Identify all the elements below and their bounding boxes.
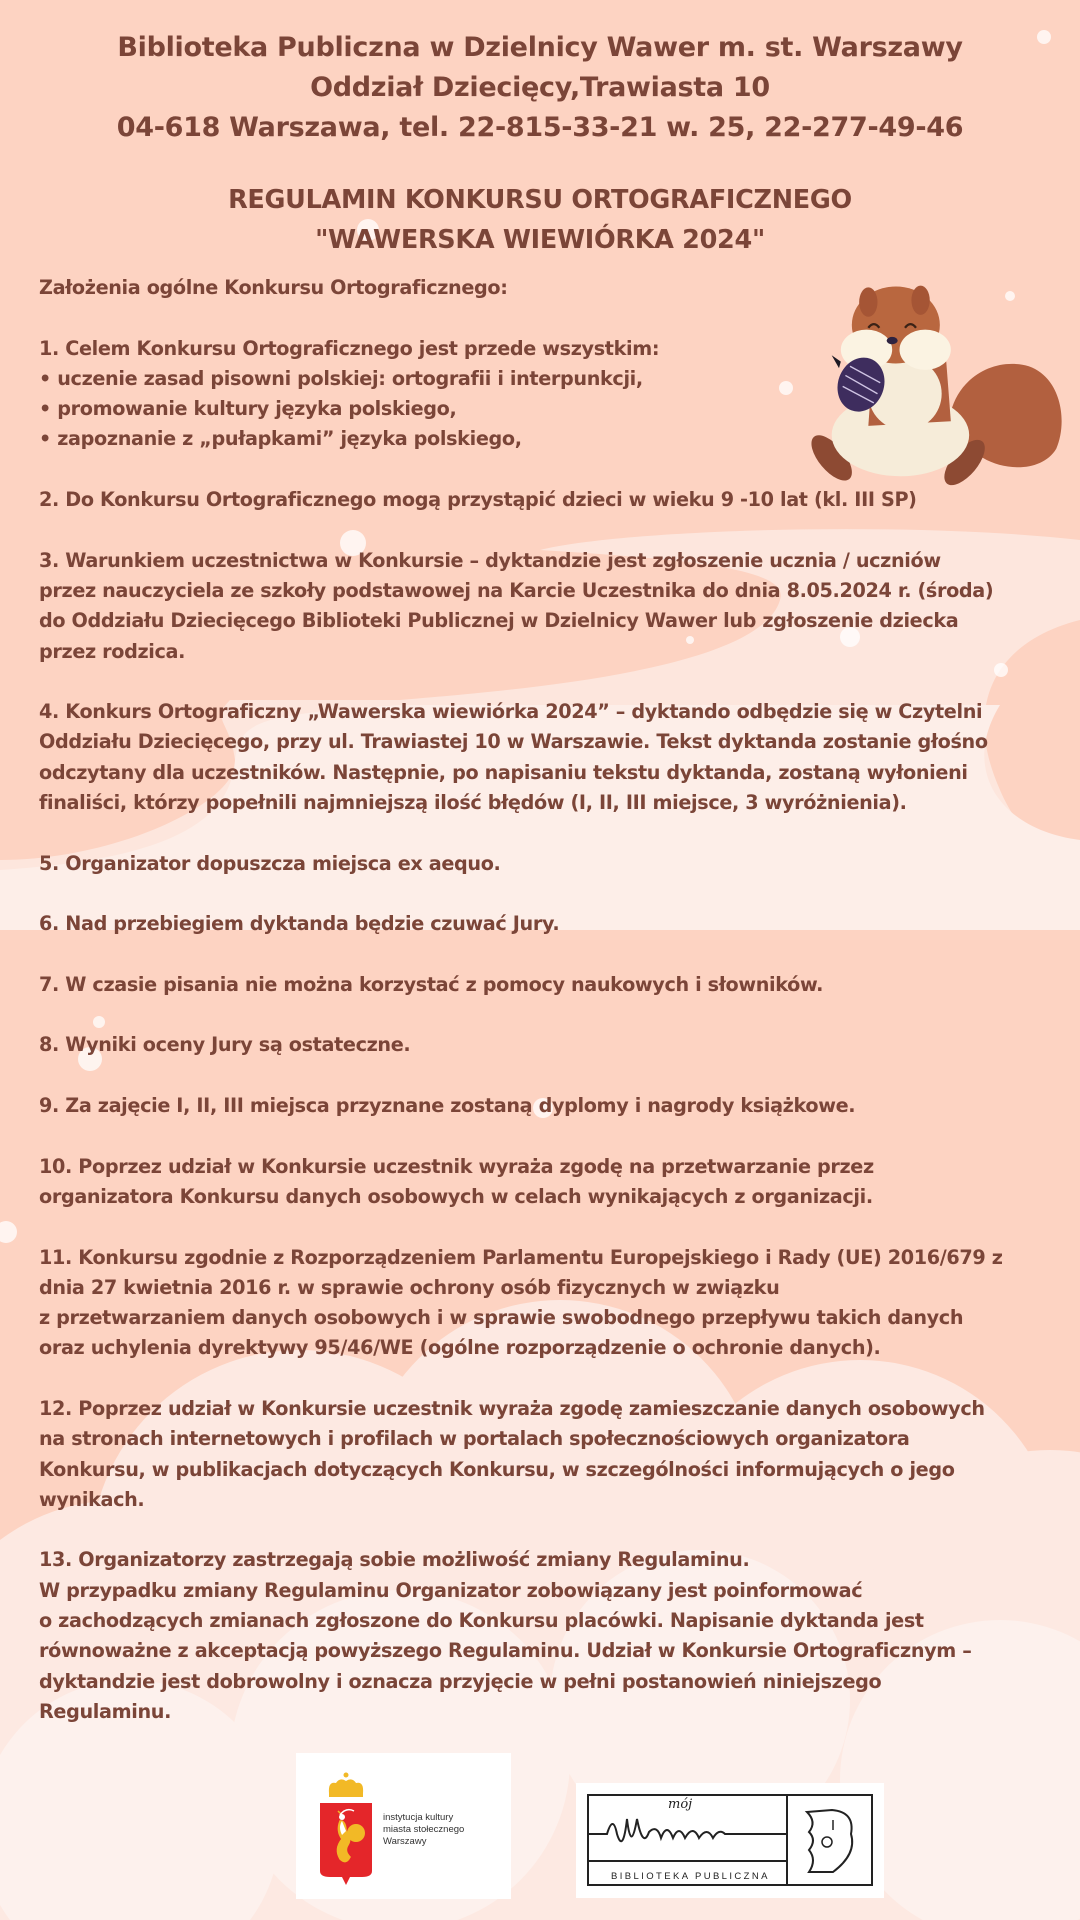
rule-item: 3. Warunkiem uczestnictwa w Konkursie – dyktandzie jest zgłoszenie ucznia / uczniów przez nauczyciela ze szkoły podstawowej na Karcie Uczestnika do dnia 8.05.2024 r. (środa) do Oddziału Dziecięcego Biblioteki Publicznej w Dzielnicy Wawer lub zgłoszenie dziecka przez rodzica. [39, 548, 994, 663]
rule-item: 11. Konkursu zgodnie z Rozporządzeniem Parlamentu Europejskiego i Rady (UE) 2016/679 z dnia 27 kwietnia 2016 r. w sprawie ochrony osób fizycznych w związku z przetwarzaniem danych osobowych i w sprawie swobodnego przepływu takich danych oraz uchylenia dyrektywy 95/46/WE (ogólne rozporządzenie o ochronie danych). [39, 1245, 1003, 1360]
moj-wawer-script-small: mój [668, 1797, 693, 1812]
moj-wawer-subtitle: BIBLIOTEKA PUBLICZNA [611, 1871, 770, 1882]
warsaw-logo-text [383, 1812, 464, 1848]
rule-item: 13. Organizatorzy zastrzegają sobie możliwość zmiany Regulaminu. W przypadku zmiany Regulaminu Organizator zobowiązany jest poinformować o zachodzących zmianach zgłoszone do Konkursu placówki. Napisanie dyktanda jest równoważne z akceptacją powyższego Regulaminu. Udział w Konkursie Ortograficznym – dyktandzie jest dobrowolny i oznacza przyjęcie w pełni postanowień niniejszego Regulaminu. [39, 1548, 972, 1723]
warsaw-logo-line: instytucja kultury [383, 1812, 454, 1823]
rules-body [39, 273, 1049, 1758]
rule-item: 2. Do Konkursu Ortograficznego mogą przystąpić dzieci w wieku 9 -10 lat (kl. III SP) [39, 488, 917, 512]
rule-item: 4. Konkurs Ortograficzny „Wawerska wiewiórka 2024” – dyktando odbędzie się w Czytelni Oddziału Dziecięcego, przy ul. Trawiastej 10 w Warszawie. Tekst dyktanda zostanie głośno odczytany dla uczestników. Następnie, po napisaniu tekstu dyktanda, zostaną wyłonieni finaliści, którzy popełnili najmniejszą ilość błędów (I, II, III miejsce, 3 wyróżnienia). [39, 700, 988, 815]
moj-wawer-library-logo [576, 1783, 884, 1898]
rule-item: 12. Poprzez udział w Konkursie uczestnik wyraża zgodę zamieszczanie danych osobowych na stronach internetowych i profilach w portalach społecznościowych organizatora Konkursu, w publikacjach dotyczących Konkursu, w szczególności informujących o jego wynikach. [39, 1396, 985, 1511]
rules-intro: Założenia ogólne Konkursu Ortograficznego: [39, 276, 508, 299]
warsaw-logo-line: Warszawy [383, 1836, 427, 1847]
document-title [0, 180, 1080, 260]
rule-item: 5. Organizator dopuszcza miejsca ex aequo. [39, 851, 501, 875]
rule-item: 6. Nad przebiegiem dyktanda będzie czuwać Jury. [39, 912, 560, 936]
rule-item: 7. W czasie pisania nie można korzystać z pomocy naukowych i słowników. [39, 972, 824, 996]
header-line-library-name: Biblioteka Publiczna w Dzielnicy Wawer m. st. Warszawy [117, 32, 963, 63]
title-line-2: "WAWERSKA WIEWIÓRKA 2024" [315, 225, 765, 255]
warsaw-coat-of-arms-icon [316, 1771, 376, 1891]
rule-item: 9. Za zajęcie I, II, III miejsca przyznane zostaną dyplomy i nagrody książkowe. [39, 1094, 856, 1118]
title-line-1: REGULAMIN KONKURSU ORTOGRAFICZNEGO [228, 185, 852, 215]
rule-item: 1. Celem Konkursu Ortograficznego jest przede wszystkim: • uczenie zasad pisowni polskiej: ortografii i interpunkcji, • promowanie kultury języka polskiego, • zapoznanie z „pułapkami” języka polskiego, [39, 336, 660, 451]
rule-item: 10. Poprzez udział w Konkursie uczestnik wyraża zgodę na przetwarzanie przez organizatora Konkursu danych osobowych w celach wynikających z organizacji. [39, 1154, 874, 1208]
header-line-branch: Oddział Dziecięcy,Trawiasta 10 [310, 72, 770, 103]
warsaw-logo-line: miasta stołecznego [383, 1824, 465, 1835]
rule-item: 8. Wyniki oceny Jury są ostateczne. [39, 1033, 411, 1057]
header-line-address-phone: 04-618 Warszawa, tel. 22-815-33-21 w. 25, 22-277-49-46 [116, 112, 964, 143]
library-header [0, 28, 1080, 148]
warsaw-culture-institution-logo [296, 1753, 511, 1899]
